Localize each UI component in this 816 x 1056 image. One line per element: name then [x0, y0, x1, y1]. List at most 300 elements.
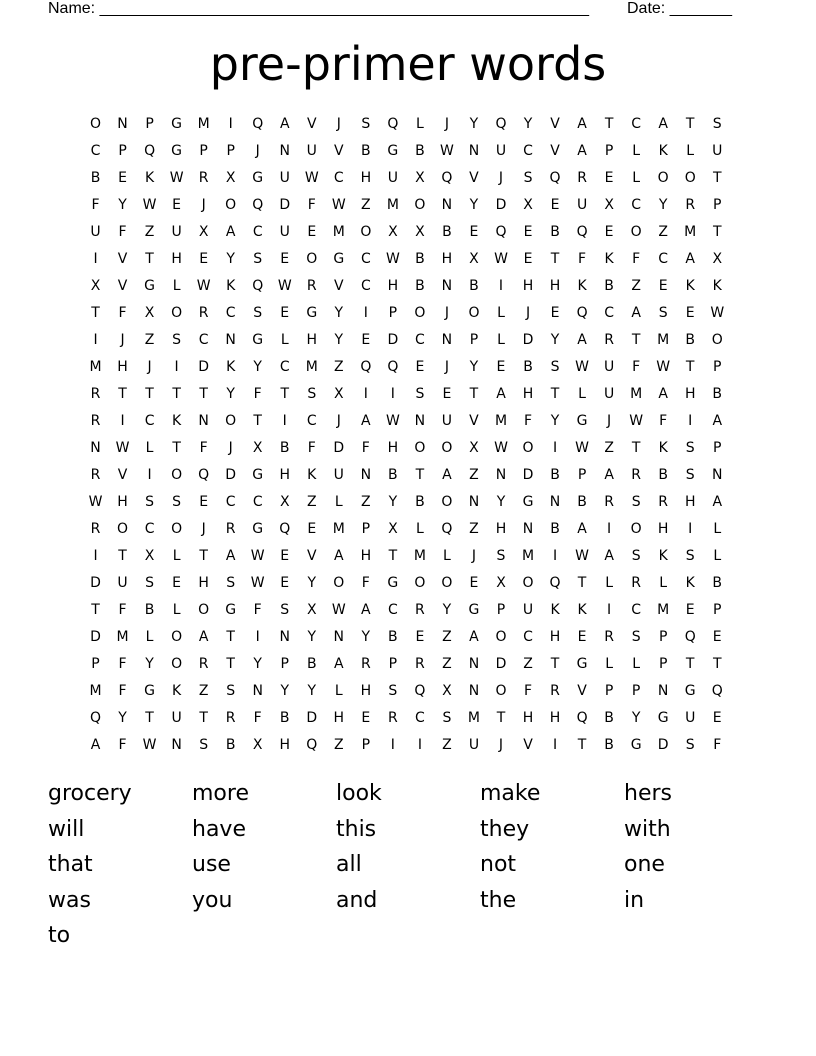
- grid-letter[interactable]: P: [388, 305, 398, 321]
- grid-letter[interactable]: Z: [469, 467, 479, 483]
- grid-letter[interactable]: A: [361, 602, 371, 618]
- grid-letter[interactable]: M: [89, 683, 102, 699]
- grid-letter[interactable]: T: [145, 386, 154, 402]
- grid-letter[interactable]: R: [604, 494, 614, 510]
- grid-letter[interactable]: T: [388, 548, 398, 564]
- grid-letter[interactable]: E: [658, 278, 668, 294]
- grid-letter[interactable]: N: [225, 332, 236, 348]
- grid-letter[interactable]: M: [197, 116, 210, 132]
- grid-letter[interactable]: E: [118, 170, 127, 186]
- grid-letter[interactable]: N: [441, 197, 453, 213]
- grid-letter[interactable]: P: [713, 602, 722, 618]
- grid-letter[interactable]: P: [658, 656, 668, 672]
- grid-letter[interactable]: Z: [306, 494, 317, 510]
- grid-letter[interactable]: A: [712, 413, 723, 429]
- grid-letter[interactable]: H: [279, 737, 290, 753]
- grid-letter[interactable]: E: [172, 575, 182, 591]
- grid-letter[interactable]: N: [279, 629, 290, 645]
- grid-letter[interactable]: B: [415, 251, 425, 267]
- grid-letter[interactable]: Y: [253, 359, 262, 375]
- grid-letter[interactable]: T: [631, 440, 641, 456]
- grid-letter[interactable]: L: [713, 548, 722, 564]
- grid-letter[interactable]: V: [306, 116, 317, 132]
- grid-letter[interactable]: B: [279, 710, 290, 726]
- grid-letter[interactable]: T: [685, 656, 695, 672]
- grid-letter[interactable]: T: [199, 710, 208, 726]
- grid-letter[interactable]: A: [469, 629, 479, 645]
- grid-letter[interactable]: T: [604, 116, 614, 132]
- grid-letter[interactable]: P: [577, 467, 587, 483]
- grid-letter[interactable]: V: [306, 548, 317, 564]
- grid-letter[interactable]: J: [228, 440, 233, 456]
- grid-letter[interactable]: J: [201, 197, 206, 213]
- grid-letter[interactable]: B: [550, 467, 560, 483]
- grid-letter[interactable]: G: [522, 494, 534, 510]
- grid-letter[interactable]: S: [631, 548, 641, 564]
- grid-letter[interactable]: V: [577, 683, 587, 699]
- grid-letter[interactable]: F: [118, 305, 127, 321]
- grid-letter[interactable]: X: [469, 440, 479, 456]
- grid-letter[interactable]: B: [144, 602, 155, 618]
- grid-letter[interactable]: L: [632, 170, 641, 186]
- grid-letter[interactable]: I: [228, 116, 233, 132]
- grid-letter[interactable]: T: [550, 656, 560, 672]
- grid-letter[interactable]: I: [120, 413, 125, 429]
- grid-letter[interactable]: O: [495, 683, 507, 699]
- grid-letter[interactable]: P: [713, 440, 722, 456]
- grid-letter[interactable]: B: [604, 278, 614, 294]
- grid-letter[interactable]: Q: [279, 521, 291, 537]
- grid-letter[interactable]: N: [279, 143, 290, 159]
- grid-letter[interactable]: C: [144, 413, 155, 429]
- grid-letter[interactable]: A: [442, 467, 452, 483]
- grid-letter[interactable]: N: [198, 413, 209, 429]
- grid-letter[interactable]: C: [387, 602, 398, 618]
- grid-letter[interactable]: B: [577, 494, 587, 510]
- grid-letter[interactable]: Y: [361, 629, 371, 645]
- grid-letter[interactable]: W: [304, 170, 319, 186]
- grid-letter[interactable]: I: [552, 548, 558, 564]
- grid-letter[interactable]: G: [144, 278, 155, 294]
- grid-letter[interactable]: E: [685, 602, 695, 618]
- grid-letter[interactable]: L: [334, 683, 343, 699]
- grid-letter[interactable]: Y: [469, 197, 479, 213]
- grid-letter[interactable]: N: [171, 737, 182, 753]
- grid-letter[interactable]: K: [144, 170, 155, 186]
- grid-letter[interactable]: T: [172, 440, 181, 456]
- grid-letter[interactable]: A: [577, 332, 587, 348]
- grid-letter[interactable]: G: [387, 143, 399, 159]
- grid-letter[interactable]: I: [688, 521, 693, 537]
- grid-letter[interactable]: Q: [387, 116, 399, 132]
- grid-letter[interactable]: I: [390, 737, 395, 753]
- grid-letter[interactable]: R: [225, 710, 236, 726]
- grid-letter[interactable]: Z: [144, 224, 155, 240]
- grid-letter[interactable]: C: [225, 305, 236, 321]
- grid-letter[interactable]: K: [307, 467, 317, 483]
- grid-letter[interactable]: H: [360, 170, 372, 186]
- grid-letter[interactable]: F: [523, 683, 533, 699]
- grid-letter[interactable]: V: [117, 467, 128, 483]
- grid-letter[interactable]: O: [225, 197, 237, 213]
- grid-letter[interactable]: F: [253, 710, 262, 726]
- grid-letter[interactable]: Q: [90, 710, 102, 726]
- grid-letter[interactable]: S: [253, 251, 263, 267]
- grid-letter[interactable]: T: [469, 386, 479, 402]
- grid-letter[interactable]: Z: [144, 332, 155, 348]
- grid-letter[interactable]: Q: [576, 224, 588, 240]
- grid-letter[interactable]: Y: [118, 710, 127, 726]
- grid-letter[interactable]: R: [90, 386, 101, 402]
- grid-letter[interactable]: C: [523, 143, 533, 159]
- grid-letter[interactable]: K: [550, 602, 560, 618]
- date-field[interactable]: Date: _______: [627, 0, 732, 17]
- grid-letter[interactable]: W: [656, 359, 671, 375]
- grid-letter[interactable]: C: [631, 116, 642, 132]
- grid-letter[interactable]: S: [226, 683, 236, 699]
- grid-letter[interactable]: D: [90, 629, 101, 645]
- grid-letter[interactable]: N: [414, 413, 426, 429]
- grid-letter[interactable]: S: [685, 440, 695, 456]
- grid-letter[interactable]: S: [442, 710, 452, 726]
- grid-letter[interactable]: S: [415, 386, 425, 402]
- grid-letter[interactable]: J: [336, 116, 341, 132]
- grid-letter[interactable]: S: [685, 737, 695, 753]
- grid-letter[interactable]: V: [523, 737, 533, 753]
- grid-letter[interactable]: Z: [361, 494, 371, 510]
- grid-letter[interactable]: F: [307, 440, 316, 456]
- grid-letter[interactable]: S: [307, 386, 317, 402]
- grid-letter[interactable]: C: [360, 251, 371, 267]
- grid-letter[interactable]: T: [415, 467, 425, 483]
- grid-letter[interactable]: U: [468, 737, 480, 753]
- grid-letter[interactable]: T: [550, 386, 560, 402]
- grid-letter[interactable]: H: [387, 440, 399, 456]
- grid-letter[interactable]: X: [198, 224, 209, 240]
- grid-letter[interactable]: L: [145, 629, 154, 645]
- grid-letter[interactable]: T: [712, 170, 722, 186]
- grid-letter[interactable]: C: [631, 197, 642, 213]
- grid-letter[interactable]: B: [469, 278, 479, 294]
- grid-letter[interactable]: R: [631, 467, 641, 483]
- grid-letter[interactable]: Q: [495, 224, 507, 240]
- grid-letter[interactable]: O: [414, 197, 426, 213]
- grid-letter[interactable]: H: [684, 386, 696, 402]
- grid-letter[interactable]: M: [521, 548, 535, 564]
- grid-letter[interactable]: U: [522, 602, 534, 618]
- grid-letter[interactable]: O: [441, 494, 453, 510]
- grid-letter[interactable]: F: [523, 413, 533, 429]
- grid-letter[interactable]: N: [468, 656, 480, 672]
- grid-letter[interactable]: E: [469, 224, 479, 240]
- grid-letter[interactable]: J: [201, 521, 206, 537]
- grid-letter[interactable]: K: [172, 683, 182, 699]
- grid-letter[interactable]: F: [253, 602, 262, 618]
- grid-letter[interactable]: J: [444, 305, 449, 321]
- grid-letter[interactable]: F: [253, 386, 262, 402]
- grid-letter[interactable]: T: [91, 305, 100, 321]
- grid-letter[interactable]: P: [496, 602, 506, 618]
- grid-letter[interactable]: J: [607, 413, 612, 429]
- grid-letter[interactable]: B: [361, 143, 371, 159]
- grid-letter[interactable]: G: [252, 521, 264, 537]
- grid-letter[interactable]: V: [117, 278, 128, 294]
- grid-letter[interactable]: B: [415, 278, 425, 294]
- grid-letter[interactable]: W: [575, 440, 589, 456]
- grid-letter[interactable]: H: [360, 683, 372, 699]
- grid-letter[interactable]: N: [90, 440, 101, 456]
- grid-letter[interactable]: Y: [118, 197, 127, 213]
- grid-letter[interactable]: Z: [442, 656, 452, 672]
- grid-letter[interactable]: I: [174, 359, 179, 375]
- grid-letter[interactable]: L: [334, 494, 343, 510]
- grid-letter[interactable]: M: [467, 710, 480, 726]
- grid-letter[interactable]: L: [497, 305, 505, 321]
- grid-letter[interactable]: C: [306, 413, 317, 429]
- grid-letter[interactable]: Q: [252, 278, 264, 294]
- grid-letter[interactable]: W: [331, 197, 346, 213]
- grid-letter[interactable]: D: [90, 575, 101, 591]
- grid-letter[interactable]: B: [550, 224, 560, 240]
- grid-letter[interactable]: H: [495, 521, 507, 537]
- grid-letter[interactable]: Y: [442, 602, 452, 618]
- grid-letter[interactable]: T: [550, 251, 560, 267]
- grid-letter[interactable]: E: [685, 305, 695, 321]
- grid-letter[interactable]: N: [360, 467, 372, 483]
- grid-letter[interactable]: U: [576, 197, 588, 213]
- grid-letter[interactable]: O: [684, 170, 696, 186]
- grid-letter[interactable]: O: [414, 575, 426, 591]
- grid-letter[interactable]: W: [142, 197, 157, 213]
- grid-letter[interactable]: A: [334, 548, 344, 564]
- grid-letter[interactable]: X: [252, 737, 263, 753]
- grid-letter[interactable]: U: [306, 143, 317, 159]
- grid-letter[interactable]: L: [605, 575, 614, 591]
- grid-letter[interactable]: G: [684, 683, 696, 699]
- grid-letter[interactable]: I: [93, 548, 98, 564]
- grid-letter[interactable]: B: [712, 386, 723, 402]
- grid-letter[interactable]: W: [385, 251, 400, 267]
- grid-letter[interactable]: U: [333, 467, 344, 483]
- grid-letter[interactable]: Q: [711, 683, 723, 699]
- grid-letter[interactable]: E: [361, 332, 371, 348]
- grid-letter[interactable]: F: [199, 440, 208, 456]
- grid-letter[interactable]: O: [414, 305, 426, 321]
- grid-letter[interactable]: C: [604, 305, 614, 321]
- grid-letter[interactable]: W: [250, 575, 265, 591]
- grid-letter[interactable]: Y: [550, 413, 560, 429]
- grid-letter[interactable]: G: [225, 602, 237, 618]
- grid-letter[interactable]: M: [657, 602, 670, 618]
- grid-letter[interactable]: H: [171, 251, 182, 267]
- grid-letter[interactable]: Y: [523, 116, 533, 132]
- grid-letter[interactable]: V: [550, 143, 560, 159]
- grid-letter[interactable]: W: [494, 440, 508, 456]
- grid-letter[interactable]: W: [169, 170, 184, 186]
- grid-letter[interactable]: U: [387, 170, 398, 186]
- grid-letter[interactable]: H: [522, 386, 534, 402]
- grid-letter[interactable]: A: [361, 413, 371, 429]
- grid-letter[interactable]: F: [361, 575, 370, 591]
- grid-letter[interactable]: E: [307, 521, 317, 537]
- grid-letter[interactable]: S: [199, 737, 209, 753]
- grid-letter[interactable]: X: [90, 278, 101, 294]
- grid-letter[interactable]: D: [225, 467, 237, 483]
- grid-letter[interactable]: I: [417, 737, 422, 753]
- grid-letter[interactable]: O: [117, 521, 129, 537]
- grid-letter[interactable]: C: [415, 710, 425, 726]
- grid-letter[interactable]: A: [577, 143, 587, 159]
- grid-letter[interactable]: E: [172, 197, 182, 213]
- grid-letter[interactable]: L: [659, 575, 668, 591]
- grid-letter[interactable]: O: [171, 656, 183, 672]
- grid-letter[interactable]: T: [253, 413, 262, 429]
- grid-letter[interactable]: D: [657, 737, 669, 753]
- grid-letter[interactable]: F: [578, 251, 587, 267]
- grid-letter[interactable]: N: [468, 143, 480, 159]
- grid-letter[interactable]: R: [198, 656, 209, 672]
- grid-letter[interactable]: B: [442, 224, 452, 240]
- grid-letter[interactable]: E: [415, 359, 425, 375]
- grid-letter[interactable]: S: [550, 359, 560, 375]
- grid-letter[interactable]: O: [90, 116, 102, 132]
- grid-letter[interactable]: G: [468, 602, 480, 618]
- grid-letter[interactable]: I: [552, 737, 558, 753]
- grid-letter[interactable]: H: [441, 251, 453, 267]
- grid-letter[interactable]: U: [171, 224, 182, 240]
- grid-letter[interactable]: N: [468, 683, 480, 699]
- grid-letter[interactable]: O: [414, 440, 426, 456]
- grid-letter[interactable]: R: [685, 197, 696, 213]
- grid-letter[interactable]: Z: [631, 278, 641, 294]
- grid-letter[interactable]: N: [549, 494, 561, 510]
- grid-letter[interactable]: H: [657, 521, 669, 537]
- grid-letter[interactable]: K: [604, 251, 614, 267]
- grid-letter[interactable]: K: [577, 602, 587, 618]
- grid-letter[interactable]: P: [604, 683, 614, 699]
- grid-letter[interactable]: B: [415, 143, 425, 159]
- grid-letter[interactable]: Q: [252, 197, 264, 213]
- grid-letter[interactable]: P: [713, 197, 722, 213]
- grid-letter[interactable]: X: [279, 494, 290, 510]
- grid-letter[interactable]: O: [441, 575, 453, 591]
- grid-letter[interactable]: N: [441, 278, 453, 294]
- grid-letter[interactable]: Z: [442, 629, 452, 645]
- grid-letter[interactable]: W: [629, 413, 644, 429]
- grid-letter[interactable]: G: [252, 170, 264, 186]
- grid-letter[interactable]: W: [385, 413, 400, 429]
- grid-letter[interactable]: B: [90, 170, 101, 186]
- grid-letter[interactable]: Z: [361, 197, 371, 213]
- grid-letter[interactable]: U: [117, 575, 128, 591]
- grid-letter[interactable]: A: [225, 224, 236, 240]
- grid-letter[interactable]: B: [388, 467, 398, 483]
- grid-letter[interactable]: Y: [307, 575, 317, 591]
- grid-letter[interactable]: O: [468, 305, 480, 321]
- grid-letter[interactable]: R: [604, 629, 614, 645]
- grid-letter[interactable]: P: [658, 629, 668, 645]
- grid-letter[interactable]: J: [120, 332, 125, 348]
- grid-letter[interactable]: M: [684, 224, 697, 240]
- grid-letter[interactable]: W: [142, 737, 157, 753]
- grid-letter[interactable]: E: [550, 197, 560, 213]
- grid-letter[interactable]: F: [118, 683, 127, 699]
- grid-letter[interactable]: F: [118, 602, 127, 618]
- grid-letter[interactable]: H: [549, 629, 561, 645]
- grid-letter[interactable]: X: [712, 251, 723, 267]
- grid-letter[interactable]: Y: [226, 251, 235, 267]
- grid-letter[interactable]: M: [332, 521, 345, 537]
- grid-letter[interactable]: Z: [334, 359, 344, 375]
- grid-letter[interactable]: A: [496, 386, 506, 402]
- grid-letter[interactable]: Y: [496, 494, 506, 510]
- grid-letter[interactable]: E: [577, 629, 587, 645]
- grid-letter[interactable]: W: [196, 278, 211, 294]
- grid-letter[interactable]: O: [711, 332, 723, 348]
- grid-letter[interactable]: W: [88, 494, 103, 510]
- grid-letter[interactable]: R: [90, 521, 101, 537]
- grid-letter[interactable]: C: [144, 521, 155, 537]
- grid-letter[interactable]: N: [657, 683, 669, 699]
- grid-letter[interactable]: B: [604, 710, 614, 726]
- grid-letter[interactable]: V: [334, 143, 344, 159]
- grid-letter[interactable]: P: [388, 656, 398, 672]
- grid-letter[interactable]: S: [685, 467, 695, 483]
- grid-letter[interactable]: H: [522, 710, 534, 726]
- grid-letter[interactable]: Q: [360, 359, 372, 375]
- grid-letter[interactable]: D: [495, 197, 507, 213]
- grid-letter[interactable]: C: [523, 629, 533, 645]
- grid-letter[interactable]: G: [144, 683, 155, 699]
- grid-letter[interactable]: A: [685, 251, 695, 267]
- grid-letter[interactable]: Y: [550, 332, 560, 348]
- grid-letter[interactable]: O: [630, 521, 642, 537]
- grid-letter[interactable]: U: [603, 386, 615, 402]
- grid-letter[interactable]: R: [225, 521, 236, 537]
- grid-letter[interactable]: O: [171, 467, 183, 483]
- grid-letter[interactable]: Q: [252, 116, 264, 132]
- grid-letter[interactable]: R: [658, 494, 669, 510]
- grid-letter[interactable]: T: [685, 116, 695, 132]
- grid-letter[interactable]: X: [225, 170, 236, 186]
- grid-letter[interactable]: E: [712, 629, 722, 645]
- grid-letter[interactable]: L: [172, 278, 181, 294]
- grid-letter[interactable]: T: [685, 359, 695, 375]
- grid-letter[interactable]: E: [199, 494, 209, 510]
- grid-letter[interactable]: Z: [442, 737, 452, 753]
- grid-letter[interactable]: A: [198, 629, 209, 645]
- grid-letter[interactable]: X: [415, 224, 425, 240]
- grid-letter[interactable]: J: [498, 737, 504, 753]
- grid-letter[interactable]: L: [713, 521, 722, 537]
- grid-letter[interactable]: I: [363, 305, 368, 321]
- grid-letter[interactable]: B: [306, 656, 317, 672]
- grid-letter[interactable]: D: [198, 359, 210, 375]
- grid-letter[interactable]: P: [91, 656, 100, 672]
- grid-letter[interactable]: R: [90, 467, 101, 483]
- grid-letter[interactable]: Q: [495, 116, 507, 132]
- grid-letter[interactable]: Q: [198, 467, 210, 483]
- grid-letter[interactable]: E: [523, 251, 533, 267]
- grid-letter[interactable]: W: [115, 440, 130, 456]
- grid-letter[interactable]: O: [333, 575, 345, 591]
- grid-letter[interactable]: G: [630, 737, 642, 753]
- grid-letter[interactable]: I: [255, 629, 260, 645]
- grid-letter[interactable]: H: [387, 278, 399, 294]
- grid-letter[interactable]: J: [471, 548, 477, 564]
- grid-letter[interactable]: K: [658, 440, 668, 456]
- grid-letter[interactable]: K: [712, 278, 722, 294]
